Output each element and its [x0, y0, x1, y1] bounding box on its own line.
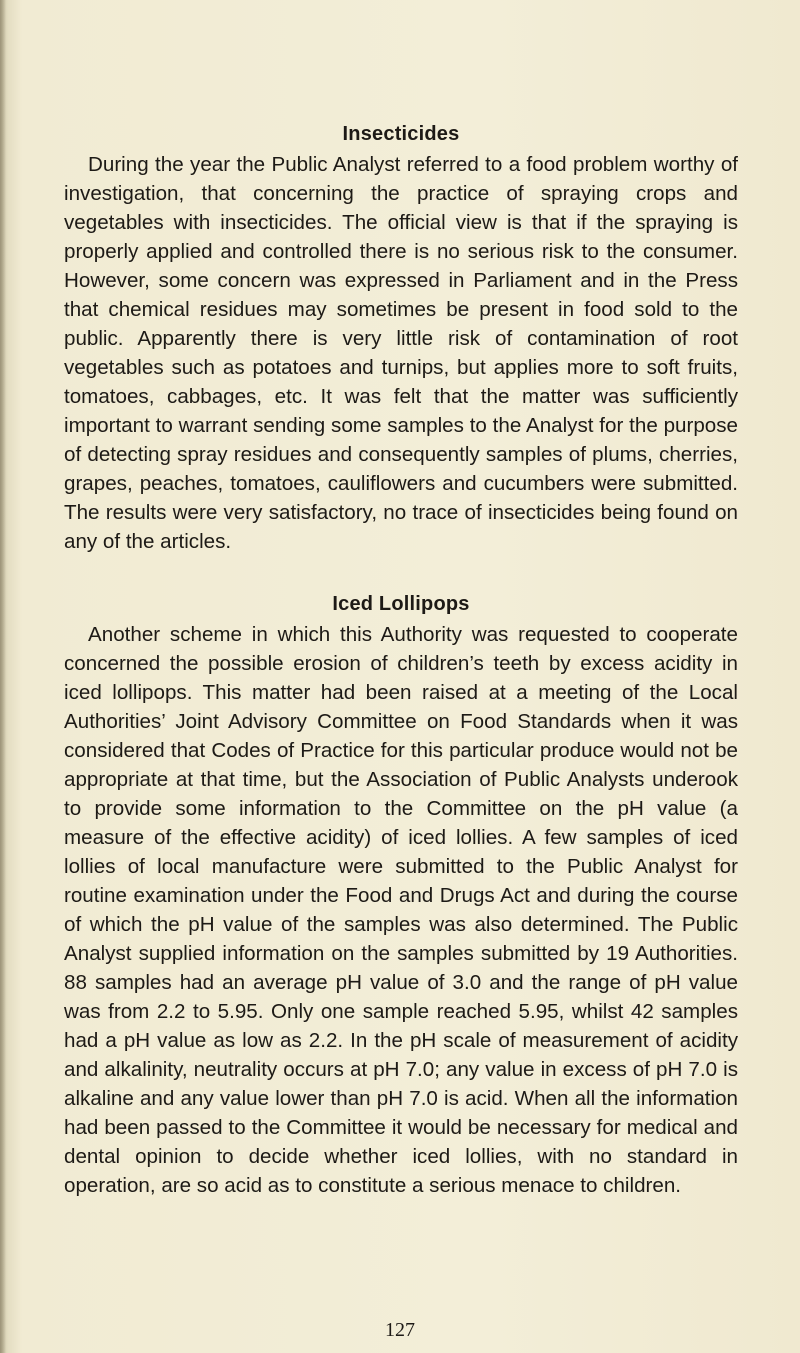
section-insecticides [64, 122, 738, 556]
paragraph-text: During the year the Public Analyst referred to a food problem worthy of investigation, that concerning the practice of spraying crops and vegetables with insecticides. The official view is that if the spraying is properly applied and controlled there is no serious risk to the consumer. However, some concern was expressed in Parliament and in the Press that chemical residues may sometimes be present in food sold to the public. Apparently there is very little risk of contamination of root vegetables such as potatoes and turnips, but applies more to soft fruits, tomatoes, cabbages, etc. It was felt that the matter was sufficiently important to warrant sending some samples to the Analyst for the purpose of detecting spray residues and consequently samples of plums, cherries, grapes, peaches, tomatoes, cauliflowers and cucumbers were submitted. The results were very satisfactory, no trace of insecticides being found on any of the articles. [64, 153, 738, 553]
page-number: 127 [385, 1319, 415, 1341]
paragraph-text: Another scheme in which this Authority was requested to cooperate concerned the possible erosion of children’s teeth by excess acidity in iced lollipops. This matter had been raised at a meeting of the Local Authorities’ Joint Advisory Committee on Food Standards when it was considered that Codes of Practice for this particular produce would not be appropriate at that time, but the Association of Public Analysts underook to provide some information to the Committee on the pH value (a measure of the effective acidity) of iced lollies. A few samples of iced lollies of local manufacture were submitted to the Public Analyst for routine examination under the Food and Drugs Act and during the course of which the pH value of the samples was also determined. The Public Analyst supplied information on the samples submitted by 19 Authorities. 88 samples had an average pH value of 3.0 and the range of pH value was from 2.2 to 5.95. Only one sample reached 5.95, whilst 42 samples had a pH value as low as 2.2. In the pH scale of measurement of acidity and alkalinity, neutrality occurs at pH 7.0; any value in excess of pH 7.0 is alkaline and any value lower than pH 7.0 is acid. When all the information had been passed to the Committee it would be necessary for medical and dental opinion to decide whether iced lollies, with no standard in operation, are so acid as to constitute a serious menace to children. [64, 623, 738, 1197]
section-heading: Insecticides [342, 123, 460, 145]
section-paragraph [64, 150, 738, 556]
document-body [64, 122, 738, 1200]
section-heading: Iced Lollipops [332, 593, 470, 615]
section-iced-lollipops [64, 592, 738, 1200]
section-paragraph [64, 620, 738, 1200]
